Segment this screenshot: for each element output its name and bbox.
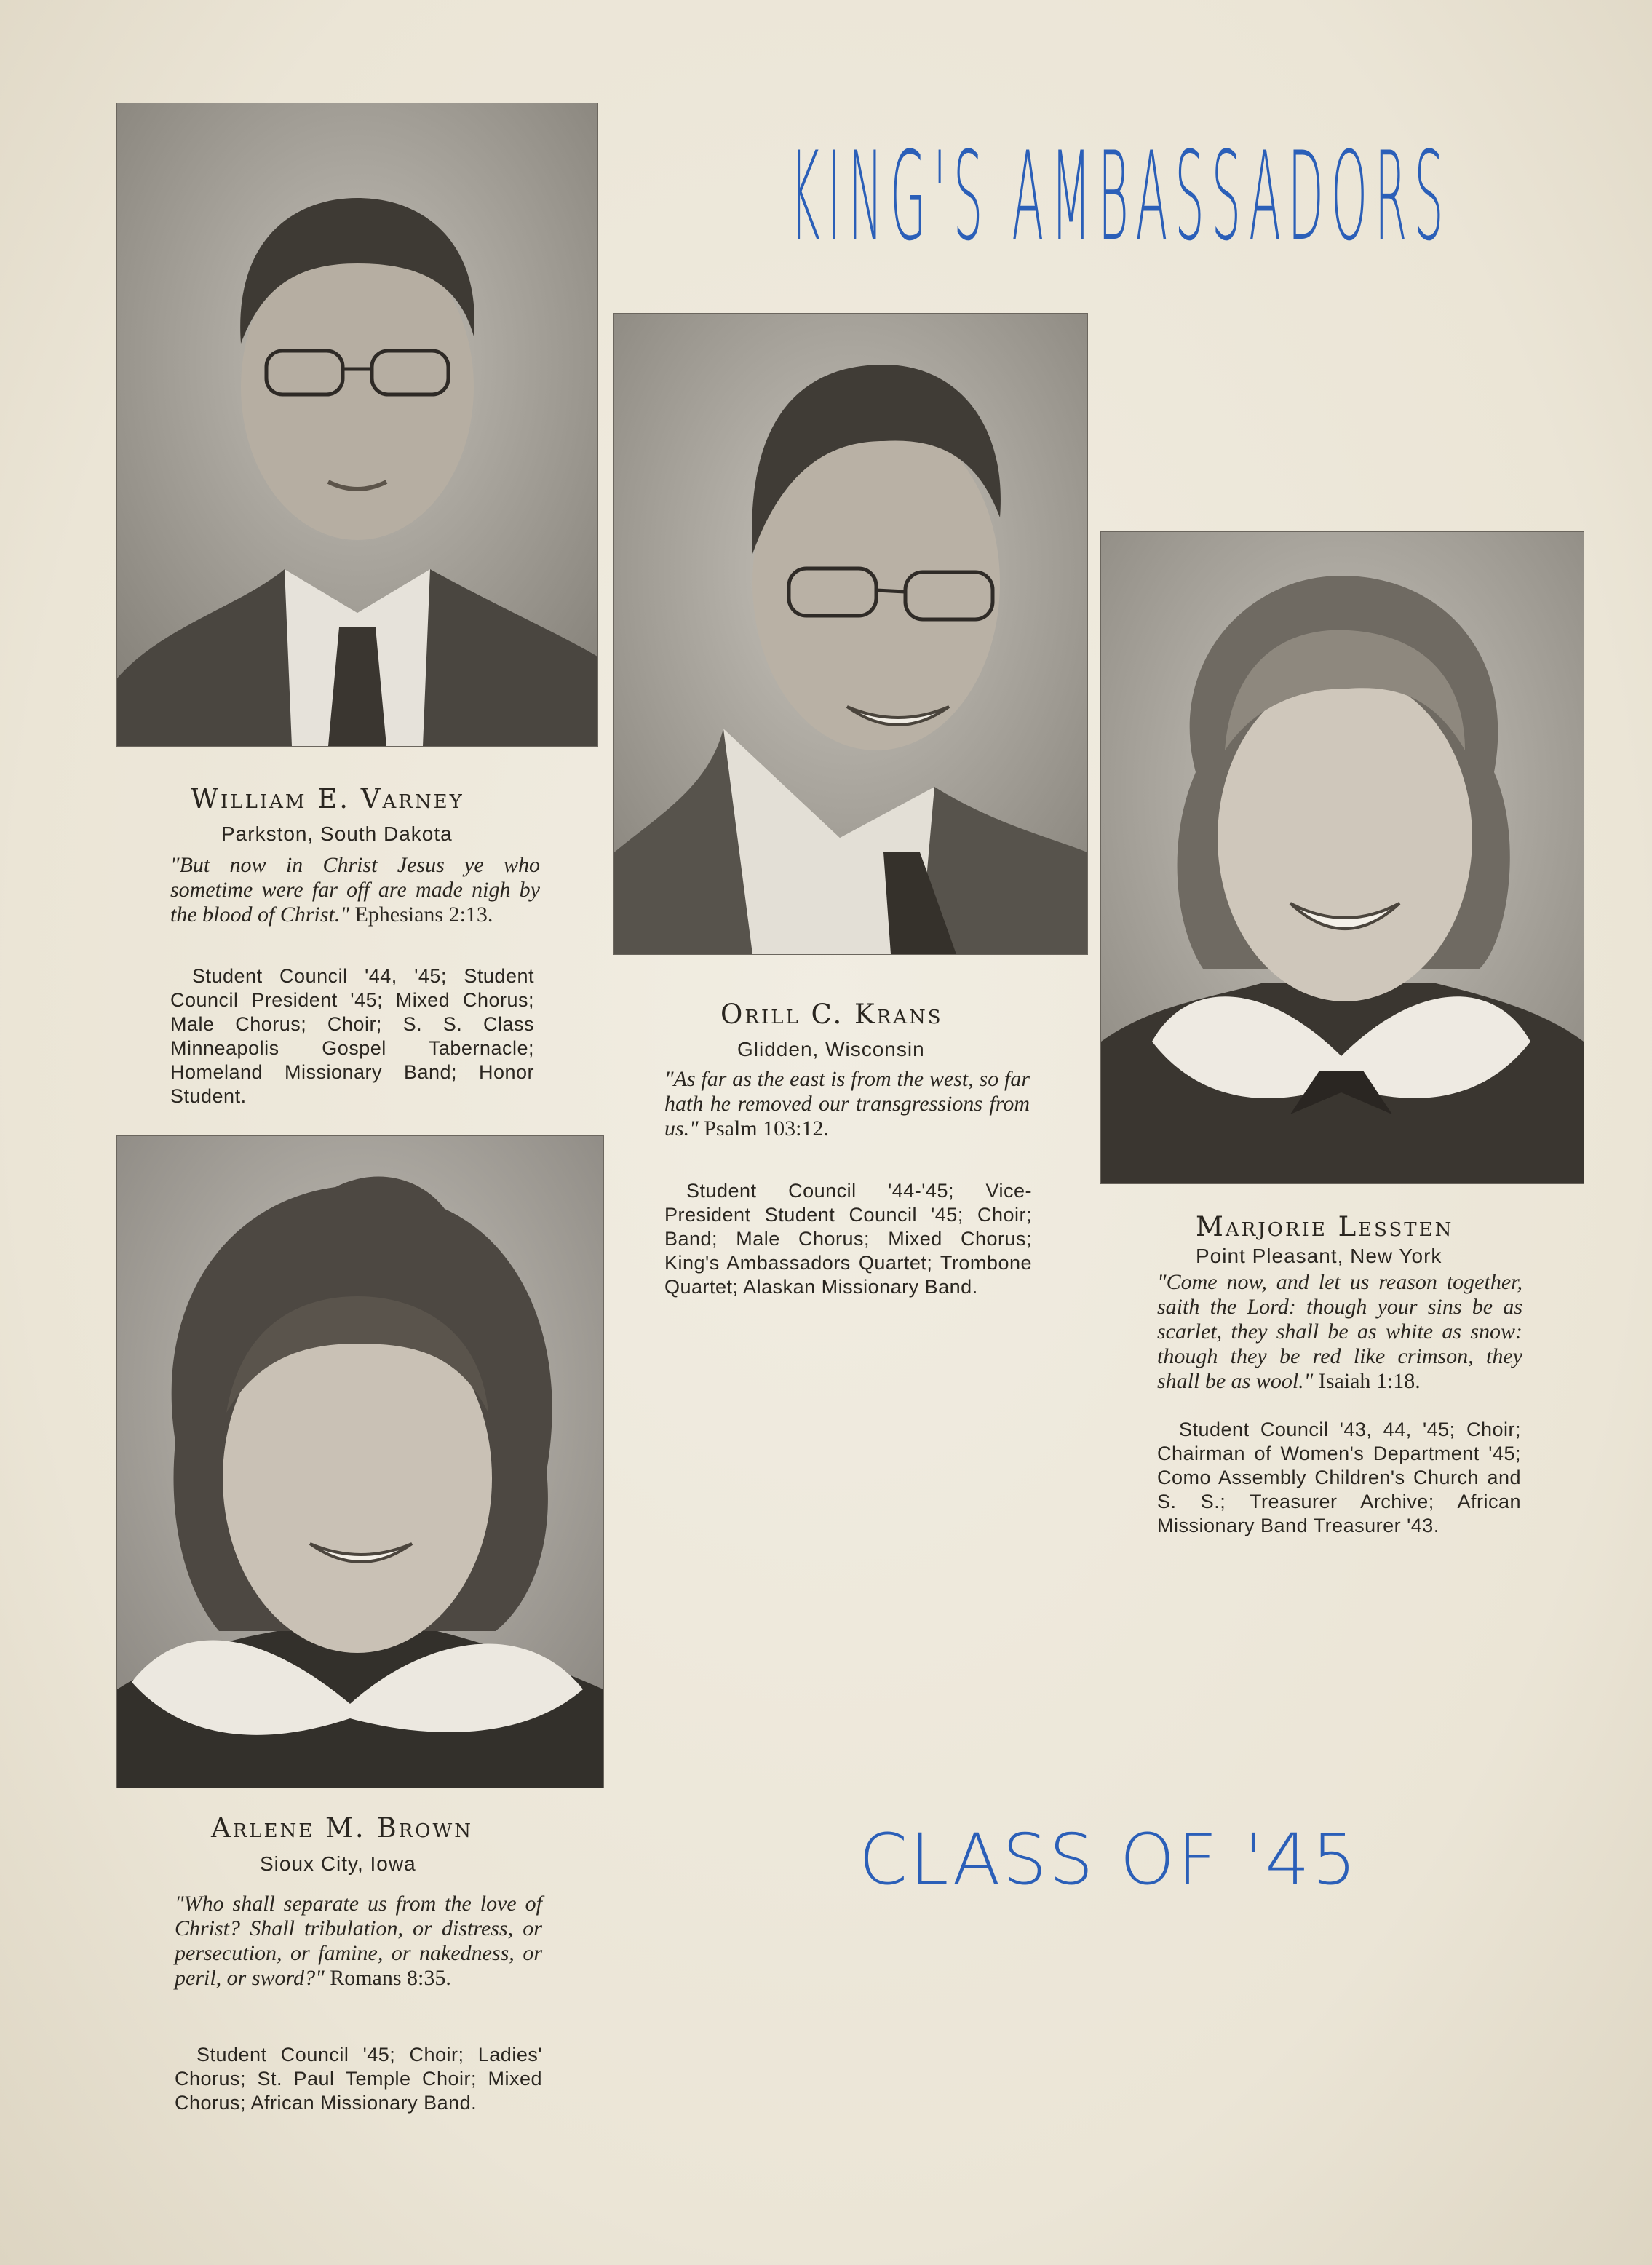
student-name: Arlene M. Brown — [211, 1812, 473, 1844]
student-hometown: Point Pleasant, New York — [1196, 1245, 1442, 1267]
student-hometown: Sioux City, Iowa — [260, 1852, 416, 1875]
student-verse — [175, 1892, 542, 1991]
student-name: William E. Varney — [191, 783, 464, 814]
student-name: Marjorie Lessten — [1196, 1211, 1454, 1242]
student-verse — [1157, 1270, 1522, 1394]
student-hometown: Glidden, Wisconsin — [737, 1038, 925, 1060]
student-hometown: Parkston, South Dakota — [221, 822, 453, 845]
student-name: Orill C. Krans — [720, 999, 943, 1030]
verse-text: "Who shall separate us from the love of Christ? Shall tribulation, or distress, or persecution, or famine, or nakedness, or peril, or sword?" — [175, 1892, 542, 1990]
portrait-photo-lessten — [1100, 531, 1584, 1184]
student-activities: Student Council '45; Choir; Ladies' Chorus; St. Paul Temple Choir; Mixed Chorus; African Missionary Band. — [175, 2044, 542, 2114]
class-title: CLASS OF '45 — [859, 1819, 1359, 1900]
portrait-photo-varney — [116, 103, 598, 747]
portrait-photo-brown — [116, 1135, 604, 1788]
page-title: KING'S AMBASSADORS — [790, 125, 1451, 268]
verse-reference: Romans 8:35. — [330, 1966, 451, 1990]
verse-reference: Ephesians 2:13. — [354, 903, 493, 927]
verse-text: "Come now, and let us reason together, saith the Lord: though your sins be as scarlet, they shall be as white as snow: though they be red like crimson, they shall be as wool." — [1157, 1270, 1522, 1393]
student-verse — [170, 853, 540, 927]
student-activities: Student Council '43, 44, '45; Choir; Chairman of Women's Department '45; Como Assembly Children's Church and S. S.; Treasurer Archive; African Missionary Band Treasurer '43. — [1157, 1419, 1521, 1536]
verse-text: "As far as the east is from the west, so far hath he removed our transgressions from us." — [664, 1067, 1030, 1141]
verse-text: "But now in Christ Jesus ye who sometime were far off are made nigh by the blood of Christ." — [170, 853, 540, 927]
student-activities: Student Council '44, '45; Student Council President '45; Mixed Chorus; Male Chorus; Choir; S. S. Class Minneapolis Gospel Tabernacle; Homeland Missionary Band; Honor Student. — [170, 965, 534, 1107]
verse-reference: Isaiah 1:18. — [1318, 1369, 1421, 1393]
portrait-photo-krans — [613, 313, 1088, 955]
man-smiling-photo — [614, 314, 1087, 954]
man-with-glasses-photo — [117, 103, 597, 746]
student-activities: Student Council '44-'45; Vice-President Student Council '45; Choir; Band; Male Chorus; Mixed Chorus; King's Ambassadors Quartet; Trombone Quartet; Alaskan Missionary Band. — [664, 1180, 1032, 1298]
verse-reference: Psalm 103:12. — [704, 1116, 829, 1141]
woman-smiling-photo — [1101, 532, 1584, 1183]
student-verse — [664, 1067, 1030, 1141]
woman-portrait-photo — [117, 1136, 603, 1788]
